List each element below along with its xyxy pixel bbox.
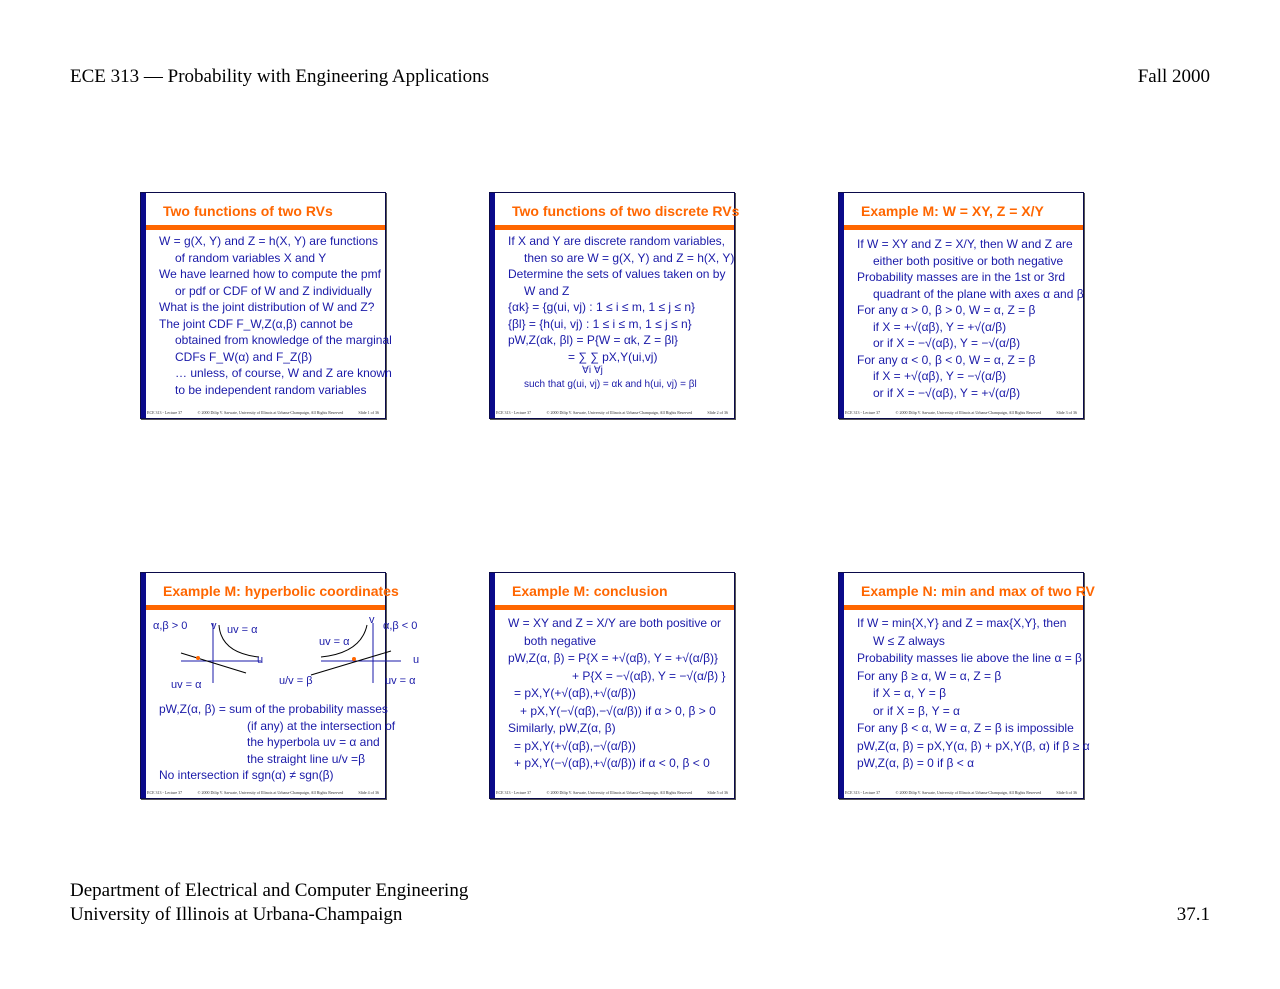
slide-footer-mid: © 2000 Dilip V. Sarwate, University of Illinois at Urbana-Champaign, All Rights Reserved [546,790,693,795]
slide-line: If W = min{X,Y} and Z = max{X,Y}, then [857,616,1067,630]
slide-6 [838,572,1095,799]
slide-line: (if any) at the intersection of [247,718,396,733]
slide-line: For any β ≥ α, W = α, Z = β [857,668,1002,683]
label-alpha-beta-neg: α,β < 0 [383,620,418,632]
slide-line: W and Z [524,283,570,298]
slide-line: {αk} = {g(ui, vj) : 1 ≤ i ≤ m, 1 ≤ j ≤ n} [508,300,696,314]
slide-line: or if X = β, Y = α [873,703,960,718]
slide-line: if X = +√(αβ), Y = −√(α/β) [873,369,1007,383]
slide-line: Probability masses are in the 1st or 3rd [857,270,1066,284]
label-uv-top: uv = α [319,636,350,648]
slide-number: Slide 3 of 36 [1056,410,1077,415]
slide-line: or if X = −√(αβ), Y = −√(α/β) [873,336,1021,350]
slide-line: if X = α, Y = β [873,686,946,700]
slide-number: Slide 6 of 36 [1056,790,1077,795]
slide-footer-left: ECE 313 - Lecture 37 [845,410,881,415]
slide-footer-mid: © 2000 Dilip V. Sarwate, University of Illinois at Urbana-Champaign, All Rights Reserved [895,790,1042,795]
slide-footer-left: ECE 313 - Lecture 37 [147,410,183,415]
slide-1 [140,192,392,419]
slide-line: the straight line u/v =β [247,751,365,766]
slide-line: = pX,Y(+√(αβ),+√(α/β)) [514,686,636,700]
slide-footer-left: ECE 313 - Lecture 37 [845,790,881,795]
slide-line: + pX,Y(−√(αβ),−√(α/β)) if α > 0, β > 0 [520,703,716,718]
line-right [311,651,391,675]
slide-4 [140,572,420,799]
slide-line: For any α > 0, β > 0, W = α, Z = β [857,303,1036,317]
slide-line: of random variables X and Y [175,250,327,265]
slide-footer-mid: © 2000 Dilip V. Sarwate, University of Illinois at Urbana-Champaign, All Rights Reserved [546,410,693,415]
label-uv-bottom-right: uv = α [385,675,416,687]
slide-line: W = g(X, Y) and Z = h(X, Y) are functions [159,234,378,248]
slide-line: either both positive or both negative [873,253,1064,268]
slide-title: Two functions of two RVs [163,203,333,219]
slide-title: Two functions of two discrete RVs [512,203,740,219]
slide-line: What is the joint distribution of W and Z? [159,300,375,314]
slide-footer-mid: © 2000 Dilip V. Sarwate, University of Illinois at Urbana-Champaign, All Rights Reserved [895,410,1042,415]
label-u-left: u [257,654,264,666]
university-label: University of Illinois at Urbana-Champaign [70,904,403,925]
course-title: ECE 313 — Probability with Engineering Applications [70,66,490,87]
hyperbola-diagram [151,613,420,693]
slide-line: = ∑ ∑ pX,Y(ui,vj) [568,349,658,364]
slide-line: The joint CDF F_W,Z(α,β) cannot be [159,316,353,331]
slide-line: W ≤ Z always [873,633,945,648]
slide-footer-left: ECE 313 - Lecture 37 [496,790,532,795]
slide-title: Example M: conclusion [512,583,668,599]
slide-number: Slide 2 of 36 [707,410,728,415]
slide-title: Example M: hyperbolic coordinates [163,583,399,599]
slide-line: pW,Z(αk, βl) = P{W = αk, Z = βl} [508,333,679,347]
slide-title: Example N: min and max of two RV [861,583,1095,599]
slide-line: {βl} = {h(ui, vj) : 1 ≤ i ≤ m, 1 ≤ j ≤ n} [508,316,692,331]
slide-line: quadrant of the plane with axes α and β [873,286,1084,301]
slide-2 [489,192,740,419]
page-number: 37.1 [1176,904,1210,925]
intersection-point [196,656,200,660]
slide-line: the hyperbola uv = α and [247,735,380,749]
slide-3 [838,192,1084,419]
label-line: u/v = β [279,675,313,687]
slide-line: pW,Z(α, β) = pX,Y(α, β) + pX,Y(β, α) if β ≥ α [857,738,1090,753]
slide-line: … unless, of course, W and Z are known [175,366,392,380]
slide-line: pW,Z(α, β) = P{X = +√(αβ), Y = +√(α/β)} [508,651,718,665]
slide-line: + pX,Y(−√(αβ),+√(α/β)) if α < 0, β < 0 [514,756,710,770]
label-uv-bottom-left: uv = α [171,679,202,691]
slide-line: or if X = −√(αβ), Y = +√(α/β) [873,385,1021,400]
slide-line: pW,Z(α, β) = sum of the probability masses [159,702,388,716]
slide-number: Slide 4 of 36 [358,790,379,795]
slide-line: both negative [524,633,597,648]
slide-line: W = XY and Z = X/Y are both positive or [508,616,722,630]
slide-line: If W = XY and Z = X/Y, then W and Z are [857,237,1073,251]
label-uv-left: uv = α [227,624,258,636]
slide-5 [489,572,735,799]
slide-footer-left: ECE 313 - Lecture 37 [496,410,532,415]
label-alpha-beta-pos: α,β > 0 [153,620,188,632]
label-v-left: v [211,620,217,632]
slide-line: CDFs F_W(α) and F_Z(β) [175,349,313,364]
slide-line: Probability masses lie above the line α = β [857,651,1082,665]
term-label: Fall 2000 [1137,66,1210,87]
slide-title: Example M: W = XY, Z = X/Y [861,203,1044,219]
slide-line: For any α < 0, β < 0, W = α, Z = β [857,352,1036,367]
slide-line: or pdf or CDF of W and Z individually [175,283,372,298]
slide-number: Slide 5 of 36 [707,790,728,795]
slide-footer-mid: © 2000 Dilip V. Sarwate, University of Illinois at Urbana-Champaign, All Rights Reserved [197,790,344,795]
slide-line: = pX,Y(+√(αβ),−√(α/β)) [514,738,636,753]
label-v-right: v [369,614,375,626]
slide-line: ∀i ∀j [582,365,603,376]
slide-line: such that g(ui, vj) = αk and h(ui, vj) = βl [524,379,697,390]
department-label: Department of Electrical and Computer Engineering [70,880,469,901]
slide-footer-mid: © 2000 Dilip V. Sarwate, University of Illinois at Urbana-Champaign, All Rights Reserved [197,410,344,415]
label-u-right: u [413,654,420,666]
slide-line: to be independent random variables [175,382,367,397]
slide-footer-left: ECE 313 - Lecture 37 [147,790,183,795]
slide-line: No intersection if sgn(α) ≠ sgn(β) [159,768,334,782]
intersection-point [352,657,356,661]
slide-line: We have learned how to compute the pmf [159,267,381,281]
slide-number: Slide 1 of 36 [358,410,379,415]
slide-line: then so are W = g(X, Y) and Z = h(X, Y) [524,250,735,265]
slide-line: If X and Y are discrete random variables, [508,234,726,248]
slide-line: For any β < α, W = α, Z = β is impossible [857,721,1074,735]
slide-line: + P{X = −√(αβ), Y = −√(α/β) } [572,668,726,683]
slide-line: Similarly, pW,Z(α, β) [508,721,616,735]
slide-line: obtained from knowledge of the marginal [175,333,392,347]
slide-line: pW,Z(α, β) = 0 if β < α [857,756,975,770]
slide-line: Determine the sets of values taken on by [508,267,726,281]
slide-line: if X = +√(αβ), Y = +√(α/β) [873,319,1007,334]
